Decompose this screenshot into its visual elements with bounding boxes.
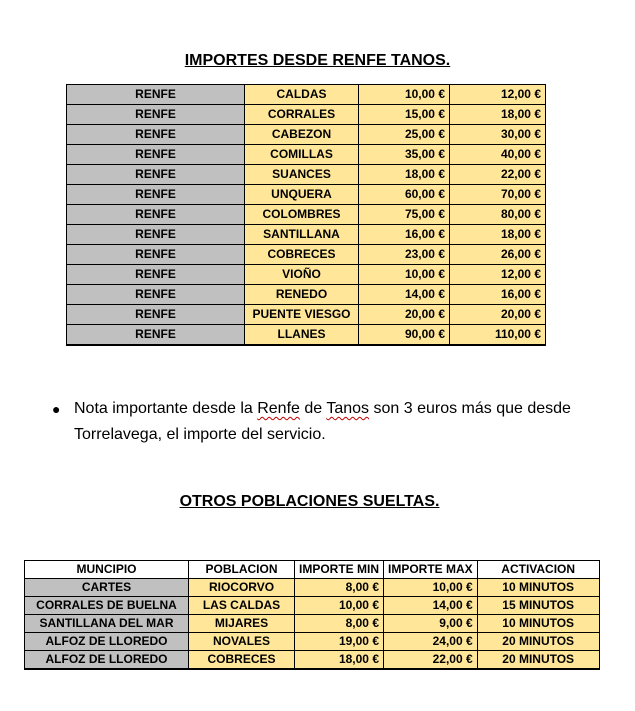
table-cell: 30,00 € [450,125,546,145]
column-header: IMPORTE MIN [295,561,384,579]
table-cell: COBRECES [189,651,295,670]
table-cell: RENFE [67,145,245,165]
table-cell: 18,00 € [450,105,546,125]
table-cell: 110,00 € [450,325,546,346]
table-row [67,245,546,265]
table-cell: ALFOZ DE LLOREDO [25,633,189,651]
table-cell: ALFOZ DE LLOREDO [25,651,189,670]
table-cell: 15 MINUTOS [477,597,599,615]
table-cell: LLANES [245,325,359,346]
column-header: IMPORTE MAX [384,561,478,579]
otros-poblaciones-table [24,560,600,670]
table-cell: 24,00 € [384,633,478,651]
table-cell: RENFE [67,225,245,245]
table-cell: 9,00 € [384,615,478,633]
table-cell: 18,00 € [295,651,384,670]
table-cell: CORRALES DE BUELNA [25,597,189,615]
column-header: ACTIVACION [477,561,599,579]
table-cell: 75,00 € [359,205,450,225]
table-cell: PUENTE VIESGO [245,305,359,325]
table-cell: 10,00 € [359,265,450,285]
table-cell: 23,00 € [359,245,450,265]
table-cell: RENFE [67,325,245,346]
table-row [25,633,600,651]
table-cell: UNQUERA [245,185,359,205]
table-cell: RENFE [67,205,245,225]
table-cell: 18,00 € [359,165,450,185]
bullet-icon: ● [52,401,61,417]
table-cell: COBRECES [245,245,359,265]
table-cell: 10 MINUTOS [477,615,599,633]
table-cell: 20 MINUTOS [477,633,599,651]
table-cell: 12,00 € [450,85,546,105]
table-cell: 10,00 € [295,597,384,615]
table-row [67,225,546,245]
table-row [67,185,546,205]
table-cell: RENFE [67,265,245,285]
table-cell: 22,00 € [450,165,546,185]
table-row [67,265,546,285]
table-row [67,285,546,305]
table-row [67,85,546,105]
table-cell: VIOÑO [245,265,359,285]
table-cell: 8,00 € [295,579,384,597]
table-row [67,325,546,346]
table-cell: 16,00 € [359,225,450,245]
table-cell: SANTILLANA [245,225,359,245]
table-cell: SUANCES [245,165,359,185]
table-cell: RENFE [67,245,245,265]
renfe-prices-table [66,84,546,346]
table-cell: 35,00 € [359,145,450,165]
table-row [67,205,546,225]
table-cell: 10,00 € [384,579,478,597]
title-importes-renfe: IMPORTES DESDE RENFE TANOS. [184,52,451,69]
table-cell: 15,00 € [359,105,450,125]
table-cell: CABEZON [245,125,359,145]
table-cell: NOVALES [189,633,295,651]
table-cell: SANTILLANA DEL MAR [25,615,189,633]
table-row [67,165,546,185]
table-cell: RENFE [67,305,245,325]
table-row [67,145,546,165]
table-row [67,105,546,125]
note-text: Nota importante desde la Renfe de Tanos son 3 euros más que desde Torrelavega, el importe del servicio. [74,400,571,443]
table-cell: 80,00 € [450,205,546,225]
table-cell: 40,00 € [450,145,546,165]
column-header: MUNCIPIO [25,561,189,579]
table-cell: COMILLAS [245,145,359,165]
table-cell: 26,00 € [450,245,546,265]
table-cell: RENEDO [245,285,359,305]
table-row [67,305,546,325]
table-cell: RENFE [67,125,245,145]
table-cell: 10,00 € [359,85,450,105]
table-cell: 22,00 € [384,651,478,670]
table-cell: 90,00 € [359,325,450,346]
table-row [25,597,600,615]
table-cell: RENFE [67,165,245,185]
table-row [25,579,600,597]
table-cell: 20 MINUTOS [477,651,599,670]
table-cell: COLOMBRES [245,205,359,225]
table-cell: RENFE [67,105,245,125]
important-note [52,396,572,448]
table-cell: 14,00 € [384,597,478,615]
table-cell: 70,00 € [450,185,546,205]
table-cell: RENFE [67,85,245,105]
table-cell: 10 MINUTOS [477,579,599,597]
table-cell: RENFE [67,185,245,205]
table-cell: LAS CALDAS [189,597,295,615]
table-cell: CARTES [25,579,189,597]
table-cell: 16,00 € [450,285,546,305]
column-header: POBLACION [189,561,295,579]
table-cell: 19,00 € [295,633,384,651]
table-cell: CALDAS [245,85,359,105]
table-cell: 12,00 € [450,265,546,285]
table-cell: CORRALES [245,105,359,125]
table-cell: 8,00 € [295,615,384,633]
table-cell: RENFE [67,285,245,305]
table-row [25,615,600,633]
table-row [25,651,600,670]
table-cell: 60,00 € [359,185,450,205]
table-cell: MIJARES [189,615,295,633]
table-cell: 20,00 € [359,305,450,325]
title-otros-poblaciones: OTROS POBLACIONES SUELTAS. [179,493,440,510]
table-cell: 18,00 € [450,225,546,245]
table-cell: 20,00 € [450,305,546,325]
table-row [67,125,546,145]
table-cell: RIOCORVO [189,579,295,597]
table-cell: 25,00 € [359,125,450,145]
table-cell: 14,00 € [359,285,450,305]
